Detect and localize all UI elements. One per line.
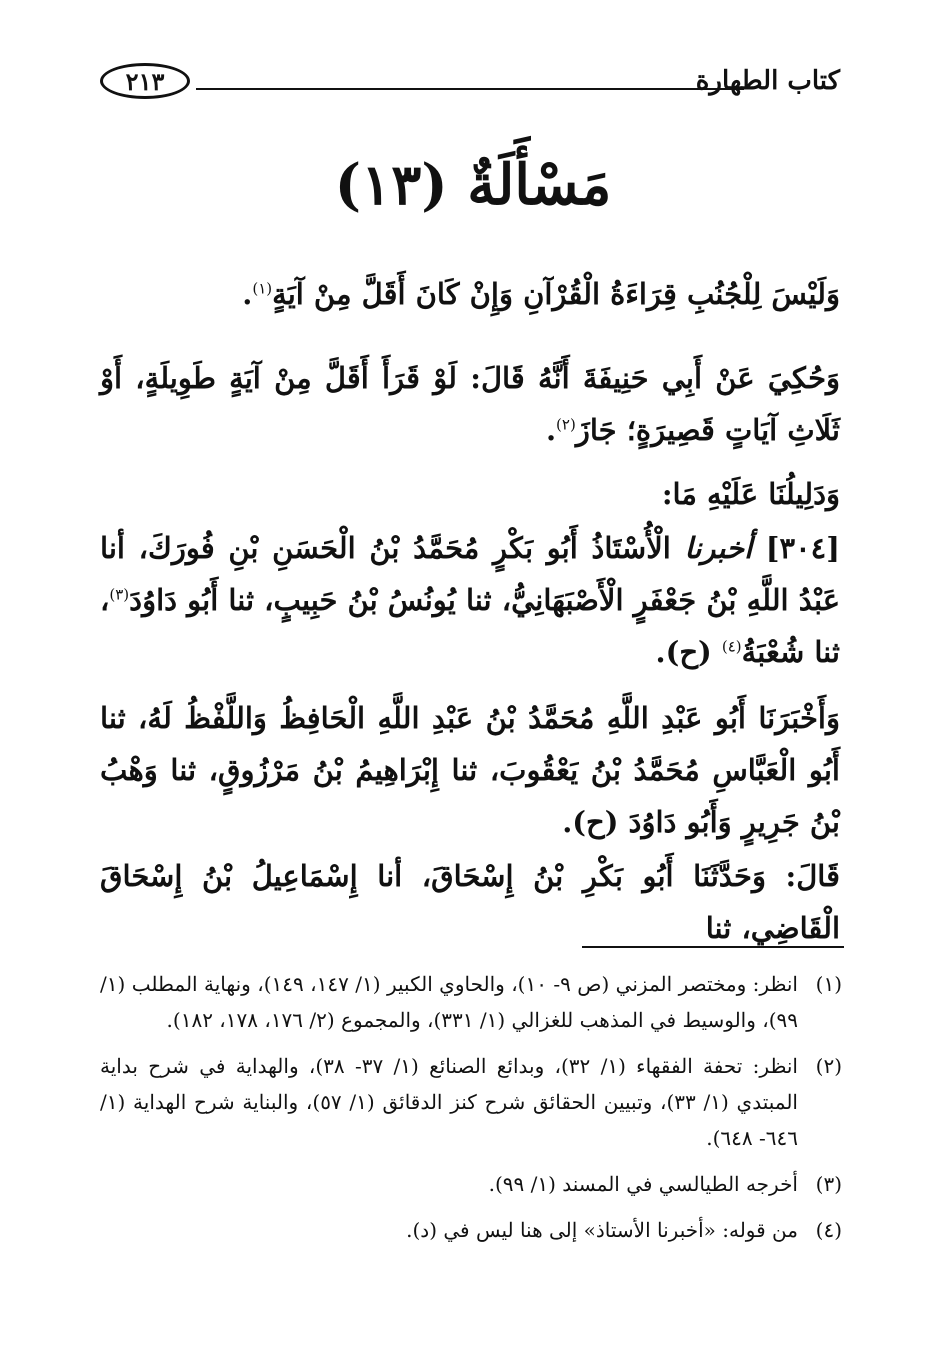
paragraph-narration-304 (100, 522, 840, 678)
ruling-end: . (242, 277, 253, 311)
footnote-number: (٤) (815, 1218, 842, 1242)
footnote-ref-4[interactable]: (٤) (721, 637, 742, 656)
footnote-3 (100, 1166, 842, 1202)
footnote-1 (100, 966, 842, 1038)
footnote-text: من قوله: «أخبرنا الأستاذ» إلى هنا ليس في (د). (406, 1218, 798, 1242)
paragraph-ruling (100, 268, 840, 320)
narration-number: [٣٠٤] (765, 531, 840, 565)
footnote-number: (١) (815, 972, 842, 996)
paragraph-evidence-intro: وَدَلِيلُنَا عَلَيْهِ مَا: (661, 477, 840, 511)
footnote-text: أخرجه الطيالسي في المسند (١/ ٩٩). (488, 1172, 798, 1196)
page-header (100, 58, 840, 108)
footnote-number: (٢) (815, 1054, 842, 1078)
page-number: ٢١٣ (100, 63, 190, 99)
paragraph-second-chain: وَأَخْبَرَنَا أَبُو عَبْدِ اللَّهِ مُحَمَّدُ بْنُ عَبْدِ اللَّهِ الْحَافِظُ وَاللَّفْظُ لَهُ، ثنا أَبُو الْعَبَّاسِ مُحَمَّدُ بْنُ يَعْقُوبَ، ثنا إِبْرَاهِيمُ بْنُ مَرْزُوقٍ، ثنا وَهْبُ بْنُ جَرِيرٍ وَأَبُو دَاوُدَ (ح). (100, 701, 840, 839)
footnote-4 (100, 1212, 842, 1248)
narration-chain-a: الْأُسْتَاذُ أَبُو بَكْرٍ مُحَمَّدُ بْنُ الْحَسَنِ بْنِ فُورَكَ، أنا عَبْدُ اللَّهِ بْنُ جَعْفَرٍ الْأَصْبَهَانِيُّ، ثنا يُونُسُ بْنُ حَبِيبٍ، ثنا أَبُو دَاوُدَ (100, 531, 840, 617)
hanafi-view-text: وَحُكِيَ عَنْ أَبِي حَنِيفَةَ أَنَّهُ قَالَ: لَوْ قَرَأَ أَقَلَّ مِنْ آيَةٍ طَوِيلَةٍ، أَوْ ثَلَاثِ آيَاتٍ قَصِيرَةٍ؛ جَازَ (100, 361, 840, 447)
footnotes (100, 966, 842, 1258)
running-title: كتاب الطهارة (695, 66, 840, 96)
paragraph-third-chain: قَالَ: وَحَدَّثَنَا أَبُو بَكْرِ بْنُ إِسْحَاقَ، أنا إِسْمَاعِيلُ بْنُ إِسْحَاقَ الْقَاضِي، ثنا (100, 859, 840, 945)
header-rule (196, 88, 744, 90)
narration-chain-c: (ح). (655, 635, 722, 669)
footnote-text: انظر: ومختصر المزني (ص ٩- ١٠)، والحاوي الكبير (١/ ١٤٧، ١٤٩)، ونهاية المطلب (١/ ٩٩)، والوسيط في المذهب للغزالي (١/ ٣٣١)، والمجموع (٢/ ١٧٦، ١٧٨، ١٨٢). (100, 972, 798, 1032)
hanafi-view-end: . (545, 413, 557, 447)
footnote-2 (100, 1048, 842, 1156)
footnote-number: (٣) (815, 1172, 842, 1196)
ruling-text: وَلَيْسَ لِلْجُنُبِ قِرَاءَةُ الْقُرْآنِ وَإِنْ كَانَ أَقَلَّ مِنْ آيَةٍ (272, 277, 840, 311)
narration-lead: أخبرنا (684, 531, 753, 565)
narration-chain-b: ، ثنا شُعْبَةُ (100, 583, 840, 669)
footnote-ref-1[interactable]: (١) (252, 279, 273, 298)
footnote-divider (582, 946, 844, 948)
footnote-ref-3[interactable]: (٣) (109, 585, 130, 604)
footnote-ref-2[interactable]: (٢) (556, 415, 576, 434)
section-title: مَسْأَلَةٌ (١٣) (334, 152, 612, 218)
footnote-text: انظر: تحفة الفقهاء (١/ ٣٢)، وبدائع الصنائع (١/ ٣٧- ٣٨)، والهداية في شرح بداية المبتدي (١/ ٣٣)، وتبيين الحقائق شرح كنز الدقائق (١/ ٥٧)، والبناية شرح الهداية (١/ ٦٤٦- ٦٤٨). (100, 1054, 798, 1150)
paragraph-hanafi-view (100, 352, 840, 456)
